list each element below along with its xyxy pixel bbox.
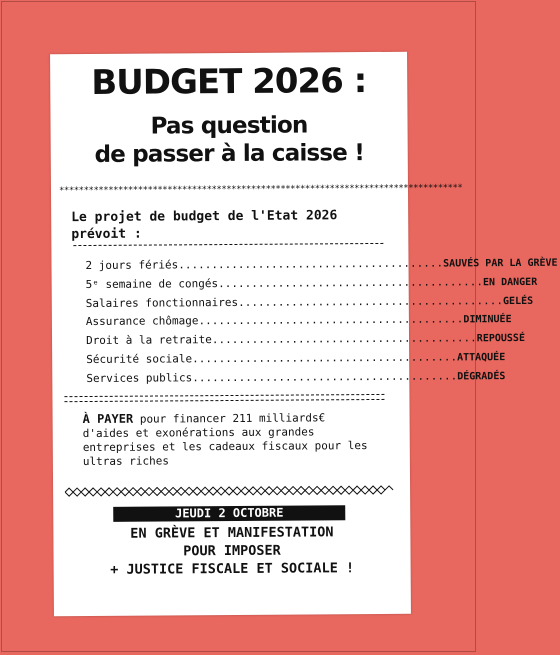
item-label: Salaires fonctionnaires xyxy=(85,295,239,310)
item-dots xyxy=(192,350,457,365)
list-item xyxy=(85,257,558,278)
item-label: Sécurité sociale xyxy=(86,352,193,366)
call-line-2: POUR IMPOSER xyxy=(183,542,281,560)
item-dots xyxy=(238,294,503,309)
item-label: Assurance chômage xyxy=(85,314,199,329)
double-dashed-divider xyxy=(64,394,384,402)
date-banner: JEUDI 2 OCTOBRE xyxy=(113,505,345,522)
list-item xyxy=(86,370,506,391)
intro-text xyxy=(71,207,398,243)
pay-paragraph xyxy=(83,410,373,469)
list-item xyxy=(85,332,525,353)
asterisk-divider: ********************************************************************************** xyxy=(58,183,463,197)
budget-poster xyxy=(50,52,558,616)
item-status: ATTAQUÉE xyxy=(457,352,506,364)
list-item xyxy=(85,313,512,334)
item-status: EN DANGER xyxy=(482,276,538,289)
list-item xyxy=(85,276,538,297)
item-status: REPOUSSÉ xyxy=(476,333,525,345)
item-dots xyxy=(212,331,477,346)
intro-line-1: Le projet de budget de l'Etat 2026 xyxy=(71,208,338,226)
item-label: Droit à la retraite xyxy=(85,333,212,348)
budget-items-list xyxy=(85,257,558,391)
item-label: Services publics xyxy=(86,371,193,385)
item-label: 5ᵉ semaine de congés xyxy=(85,276,219,291)
poster-title: BUDGET 2026 : xyxy=(91,61,367,103)
list-item xyxy=(85,295,534,316)
pay-text: pour financer 211 milliards€ d'aides et exonérations aux grandes entreprises et les cadeaux fiscaux pour les ultras riches xyxy=(82,411,368,469)
dashed-divider xyxy=(73,243,383,246)
item-status: DIMINUÉE xyxy=(463,314,512,326)
call-line-3: + JUSTICE FISCALE ET SOCIALE ! xyxy=(110,560,355,578)
call-line-1: EN GRÈVE ET MANIFESTATION xyxy=(130,524,334,542)
item-label: 2 jours fériés xyxy=(85,258,179,273)
item-status: DÉGRADÉS xyxy=(457,370,506,383)
item-dots xyxy=(218,275,483,290)
subtitle-line-2: de passer à la caisse ! xyxy=(94,140,365,168)
zigzag-divider-top xyxy=(65,486,395,496)
item-status: SAUVÉS PAR LA GRÈVE xyxy=(443,257,558,270)
intro-line-2: prévoit : xyxy=(71,226,142,243)
call-to-action xyxy=(53,523,410,579)
item-dots xyxy=(198,313,463,328)
pay-emphasis: À PAYER xyxy=(82,411,134,427)
item-status: GELÉS xyxy=(502,295,534,307)
subtitle-line-1: Pas question xyxy=(150,112,308,140)
item-dots xyxy=(178,257,443,272)
item-dots xyxy=(192,369,457,384)
list-item xyxy=(86,351,506,372)
poster-subtitle xyxy=(50,111,407,169)
